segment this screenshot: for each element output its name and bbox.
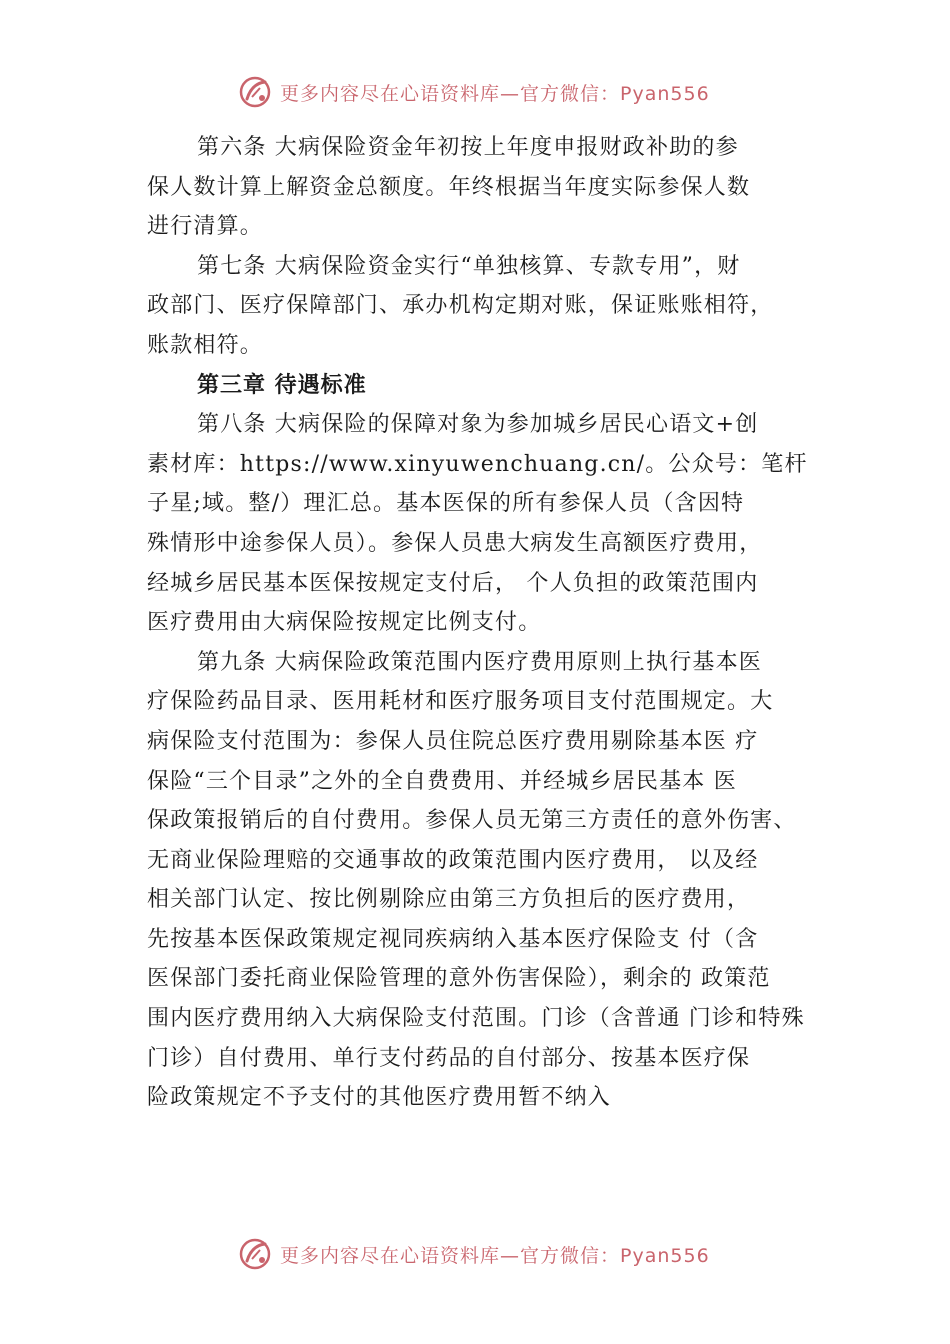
footer-banner-text: 更多内容尽在心语资料库—官方微信：Pyan556 <box>280 1244 710 1267</box>
text-line: 疗保险药品目录、医用耗材和医疗服务项目支付范围规定。大 <box>147 689 774 715</box>
text-line: 经城乡居民基本医保按规定支付后， 个人负担的政策范围内 <box>147 570 759 596</box>
text-line: 医保部门委托商业保险管理的意外伤害保险），剩余的 政策范 <box>147 966 771 992</box>
chapter-heading: 第三章 待遇标准 <box>197 372 367 398</box>
text-line: 门诊）自付费用、单行支付药品的自付部分、按基本医疗保 <box>147 1045 751 1071</box>
text-line: 无商业保险理赔的交通事故的政策范围内医疗费用， 以及经 <box>147 847 759 873</box>
text-line: 围内医疗费用纳入大病保险支付范围。门诊（含普通 门诊和特殊 <box>147 1006 805 1032</box>
text-line: 第九条 大病保险政策范围内医疗费用原则上执行基本医 <box>197 649 762 675</box>
header-watermark-banner <box>238 72 758 112</box>
text-line: 账款相符。 <box>147 332 264 358</box>
text-line: 殊情形中途参保人员）。参保人员患大病发生高额医疗费用， <box>147 530 763 556</box>
text-line: 相关部门认定、按比例剔除应由第三方负担后的医疗费用， <box>147 887 751 913</box>
text-line: 第六条 大病保险资金年初按上年度申报财政补助的参 <box>197 135 739 160</box>
text-line: 第七条 大病保险资金实行“单独核算、专款专用”，财 <box>197 253 741 279</box>
text-line: 保政策报销后的自付费用。参保人员无第三方责任的意外伤害、 <box>147 808 797 834</box>
text-line: 保险“三个目录”之外的全自费费用、并经城乡居民基本 医 <box>147 768 737 794</box>
text-line: 险政策规定不予支付的其他医疗费用暂不纳入 <box>147 1085 612 1111</box>
document-body <box>147 128 837 1118</box>
text-line: 第八条 大病保险的保障对象为参加城乡居民心语文+创 <box>197 412 759 438</box>
text-line: 保人数计算上解资金总额度。年终根据当年度实际参保人数 <box>147 174 751 200</box>
text-line: 先按基本医保政策规定视同疾病纳入基本医疗保险支 付（含 <box>147 926 759 952</box>
brand-logo-icon <box>238 75 272 109</box>
footer-watermark-banner <box>238 1234 758 1274</box>
text-line: 子星;域。整/）理汇总。基本医保的所有参保人员（含因特 <box>147 491 745 517</box>
text-line: 进行清算。 <box>147 214 264 240</box>
text-line: 政部门、医疗保障部门、承办机构定期对账，保证账账相符， <box>147 293 774 319</box>
header-banner-text: 更多内容尽在心语资料库—官方微信：Pyan556 <box>280 82 710 105</box>
text-line: 医疗费用由大病保险按规定比例支付。 <box>147 610 542 636</box>
brand-logo-icon <box>238 1237 272 1271</box>
text-line: 病保险支付范围为：参保人员住院总医疗费用剔除基本医 疗 <box>147 728 759 754</box>
text-line: 素材库：https://www.xinyuwenchuang.cn/。公众号：笔杆 <box>147 451 808 477</box>
